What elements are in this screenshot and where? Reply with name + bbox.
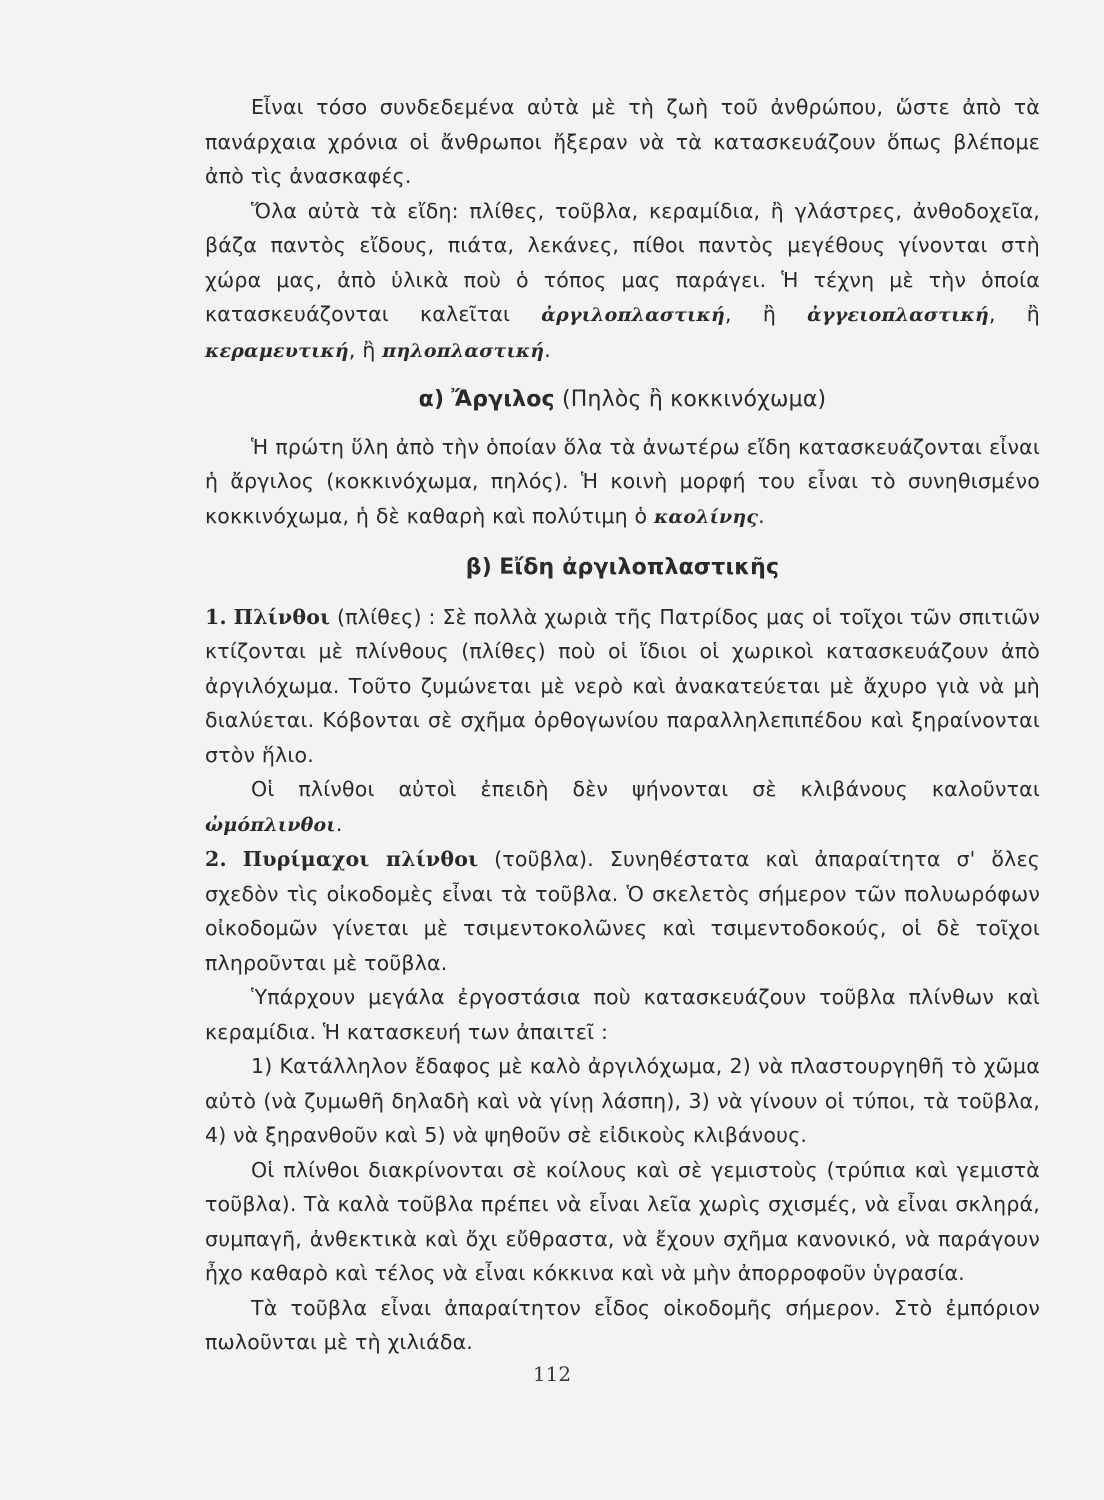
term-kerameftiki: κεραμευτική <box>205 339 349 362</box>
item-2-title: Πυρίμαχοι πλίνθοι <box>242 847 479 871</box>
section-a-paragraph-text: Ἡ πρώτη ὕλη ἀπὸ τὴν ὁποίαν ὅλα τὰ ἀνωτέρω εἴδη κατασκευάζονται εἶναι ἡ ἄργιλος (κοκκινόχωμα, πηλός). Ἡ κοινὴ μορφή του εἶναι τὸ συνηθισμένο κοκκινόχωμα, ἡ δὲ καθαρὴ καὶ πολύτιμη ὁ <box>205 434 1040 528</box>
item-1-title: Πλίνθοι <box>233 604 331 629</box>
term-omoplinthoi: ὠμόπλινθοι <box>205 813 336 836</box>
item-1-paragraph <box>205 600 1040 773</box>
term-aggeioplastiki: ἀγγειοπλαστική <box>807 304 989 326</box>
item-1-paragraph-2-text: Οἱ πλίνθοι αὐτοὶ ἐπειδὴ δὲν ψήνονται σὲ κλιβάνους καλοῦνται <box>251 777 1040 801</box>
item-1-number: 1. <box>205 604 227 629</box>
intro-paragraph-1: Εἶναι τόσο συνδεδεμένα αὐτὰ μὲ τὴ ζωὴ τοῦ ἀνθρώπου, ὥστε ἀπὸ τὰ πανάρχαια χρόνια οἱ ἄνθρωποι ἤξεραν νὰ τὰ κατασκευάζουν ὅπως βλέπομε ἀπὸ τὶς ἀνασκαφές. <box>205 95 1040 188</box>
item-2-number: 2. <box>205 847 227 871</box>
punctuation: . <box>758 503 765 528</box>
section-a-marker: α) <box>418 387 445 412</box>
separator: , ἢ <box>988 302 1040 326</box>
section-b-title: Εἴδη ἀργιλοπλαστικῆς <box>499 555 780 580</box>
punctuation: . <box>335 811 343 836</box>
separator: , ἢ <box>348 337 376 362</box>
last-paragraph: Τὰ τοῦβλα εἶναι ἀπαραίτητον εἶδος οἰκοδομῆς σήμερον. Στὸ ἐμπόριον πωλοῦνται μὲ τὴ χιλιάδα. <box>205 1295 1040 1354</box>
punctuation: . <box>544 337 552 362</box>
text-column <box>205 90 1040 1360</box>
section-a-heading <box>205 383 1040 418</box>
separator: , ἢ <box>724 302 777 326</box>
section-b-heading <box>205 551 1040 586</box>
item-2-text: (τοῦβλα). Συνηθέστατα καὶ ἀπαραίτητα σ' ὅλες σχεδὸν τὶς οἰκοδομὲς εἶναι τὰ τοῦβλα. Ὁ σκελετὸς σήμερον τῶν πολυωρόφων οἰκοδομῶν γίνεται μὲ τσιμεντοκολῶνες καὶ τσιμεντοδοκούς, οἱ δὲ τοῖχοι πληροῦνται μὲ τοῦβλα. <box>205 847 1040 975</box>
section-a-title: Ἄργιλος <box>451 387 555 412</box>
term-piloplastiki: πηλοπλαστική <box>382 339 545 362</box>
intro-paragraph-2-text: Ὅλα αὐτὰ τὰ εἴδη: πλίθες, τοῦβλα, κεραμίδια, ἢ γλάστρες, ἀνθοδοχεῖα, βάζα παντὸς εἴδους, πιάτα, λεκάνες, πίθοι παντὸς μεγέθους γίνονται στὴ χώρα μας, ἀπὸ ὑλικὰ ποὺ ὁ τόπος μας παράγει. Ἡ τέχνη μὲ τὴν ὁποία κατασκευάζονται καλεῖται <box>205 198 1040 326</box>
page-number: 112 <box>532 1362 572 1386</box>
section-a-paragraph <box>205 430 1040 535</box>
steps-paragraph: 1) Κατάλληλον ἔδαφος μὲ καλὸ ἀργιλόχωμα, 2) νὰ πλαστουργηθῆ τὸ χῶμα αὐτὸ (νὰ ζυμωθῆ δηλαδὴ καὶ νὰ γίνῃ λάσπη), 3) νὰ γίνουν οἱ τύποι, τὰ τοῦβλα, 4) νὰ ξηρανθοῦν καὶ 5) νὰ ψηθοῦν σὲ εἰδικοὺς κλιβάνους. <box>205 1054 1040 1147</box>
types-paragraph: Οἱ πλίνθοι διακρίνονται σὲ κοίλους καὶ σὲ γεμιστοὺς (τρύπια καὶ γεμιστὰ τοῦβλα). Τὰ καλὰ τοῦβλα πρέπει νὰ εἶναι λεῖα χωρὶς σχισμές, νὰ εἶναι σκληρά, συμπαγῆ, ἀνθεκτικὰ καὶ ὄχι εὔθραστα, νὰ ἔχουν σχῆμα κανονικό, νὰ παράγουν ἦχο καθαρὸ καὶ τέλος νὰ εἶναι κόκκινα καὶ νὰ μὴν ἀπορροφοῦν ὑγρασία. <box>205 1157 1040 1285</box>
factories-paragraph: Ὑπάρχουν μεγάλα ἐργοστάσια ποὺ κατασκευάζουν τοῦβλα πλίνθων καὶ κεραμίδια. Ἡ κατασκευή των ἀπαιτεῖ : <box>205 985 1040 1044</box>
term-kaolinis: καολίνης <box>653 505 759 528</box>
section-b-marker: β) <box>465 555 492 580</box>
section-a-subtitle: (Πηλὸς ἢ κοκκινόχωμα) <box>561 387 827 412</box>
item-1-text: (πλίθες) : Σὲ πολλὰ χωριὰ τῆς Πατρίδος μας οἱ τοῖχοι τῶν σπιτιῶν κτίζονται μὲ πλίνθους (πλίθες) ποὺ οἱ ἴδιοι οἱ χωρικοὶ κατασκευάζουν ἀπὸ ἀργιλόχωμα. Τοῦτο ζυμώνεται μὲ νερὸ καὶ ἀνακατεύεται μὲ ἄχυρο γιὰ νὰ μὴ διαλύεται. Κόβονται σὲ σχῆμα ὀρθογωνίου παραλληλεπιπέδου καὶ ξηραίνονται στὸν ἥλιο. <box>205 604 1041 767</box>
item-2-paragraph <box>205 842 1040 980</box>
intro-paragraph-2 <box>205 194 1040 369</box>
term-argiloplastiki: ἀργιλοπλαστική <box>541 304 725 326</box>
item-1-paragraph-2 <box>205 772 1040 842</box>
